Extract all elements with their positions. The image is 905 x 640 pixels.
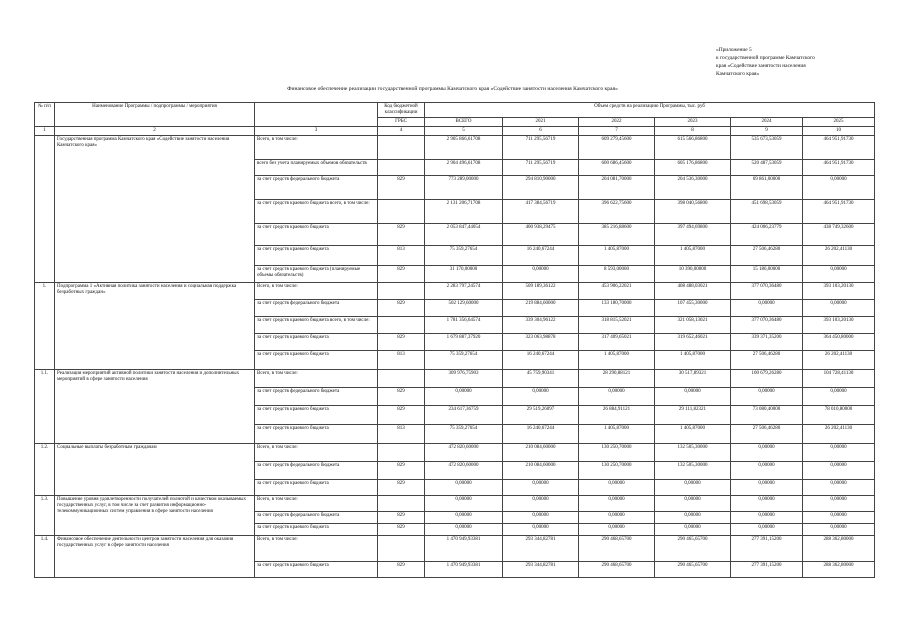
row-amount-total: 502 129,60000 bbox=[425, 300, 503, 317]
row-funding-source: за счет средств краевого бюджета bbox=[255, 425, 378, 444]
column-number: 1 bbox=[35, 127, 55, 136]
row-amount-2021: 210 084,60000 bbox=[503, 444, 579, 462]
row-funding-source: Всего, в том числе: bbox=[255, 496, 378, 512]
row-amount-2025: 0,00000 bbox=[803, 176, 875, 200]
row-funding-source: Всего, в том числе: bbox=[255, 444, 378, 462]
row-amount-2022: 600 686,45600 bbox=[579, 160, 655, 176]
row-grbs-code: 829 bbox=[378, 562, 425, 578]
row-amount-2024: 0,00000 bbox=[731, 444, 803, 462]
row-funding-source: за счет средств федерального бюджета bbox=[255, 512, 378, 524]
row-amount-2023: 408 488,03021 bbox=[655, 283, 731, 300]
appendix-line: к государственной программе Камчатского bbox=[716, 55, 815, 61]
row-grbs-code: 829 bbox=[378, 480, 425, 496]
row-amount-2021: 210 084,60000 bbox=[503, 462, 579, 480]
row-number: 1.2. bbox=[35, 444, 55, 496]
row-amount-2021: 293 344,82781 bbox=[503, 536, 579, 562]
row-amount-total: 472 820,60000 bbox=[425, 462, 503, 480]
row-grbs-code: 829 bbox=[378, 224, 425, 246]
row-amount-2024: 73 080,40000 bbox=[731, 406, 803, 425]
row-amount-2022: 0,00000 bbox=[579, 524, 655, 536]
row-name: Государственная программа Камчатского края «Содействие занятости населения Камчатского края» bbox=[55, 136, 255, 283]
row-funding-source: за счет средств федерального бюджета bbox=[255, 300, 378, 317]
row-grbs-code: 829 bbox=[378, 406, 425, 425]
row-funding-source: за счет средств краевого бюджета bbox=[255, 480, 378, 496]
row-amount-2023: 0,00000 bbox=[655, 512, 731, 524]
header-volume-group: Объем средств на реализацию Программы, тыс. руб bbox=[425, 103, 875, 118]
row-amount-2021: 0,00000 bbox=[503, 512, 579, 524]
row-funding-source: Всего, в том числе: bbox=[255, 536, 378, 562]
row-amount-2022: 1 405,87000 bbox=[579, 351, 655, 370]
row-number: 1. bbox=[35, 283, 55, 370]
header-code-group: Код бюджетной классификации bbox=[378, 103, 425, 118]
row-amount-2025: 78 010,80000 bbox=[803, 406, 875, 425]
row-funding-source: за счет средств краевого бюджета всего, в том числе: bbox=[255, 200, 378, 224]
row-grbs-code bbox=[378, 444, 425, 462]
row-amount-2025: 364 450,80000 bbox=[803, 334, 875, 351]
row-amount-2023: 30 517,89321 bbox=[655, 370, 731, 388]
row-amount-2021: 417 384,56719 bbox=[503, 200, 579, 224]
row-amount-total: 1 470 949,93381 bbox=[425, 562, 503, 578]
row-amount-2025: 464 951,91730 bbox=[803, 200, 875, 224]
row-name: Подпрограмма 1 «Активная политика занятости населения и социальная поддержка безработных граждан» bbox=[55, 283, 255, 370]
row-amount-2025: 0,00000 bbox=[803, 496, 875, 512]
row-grbs-code: 813 bbox=[378, 246, 425, 266]
header-2024: 2024 bbox=[731, 118, 803, 127]
row-number: 1.1. bbox=[35, 370, 55, 444]
header-source bbox=[255, 103, 378, 127]
row-funding-source: Всего, в том числе: bbox=[255, 283, 378, 300]
row-number bbox=[35, 136, 55, 283]
row-amount-2022: 290 468,65700 bbox=[579, 562, 655, 578]
row-amount-2024: 0,00000 bbox=[731, 480, 803, 496]
row-amount-2023: 398 040,56800 bbox=[655, 200, 731, 224]
row-grbs-code bbox=[378, 496, 425, 512]
row-funding-source: за счет средств краевого бюджета bbox=[255, 224, 378, 246]
row-amount-2023: 132 505,30000 bbox=[655, 462, 731, 480]
column-number: 9 bbox=[731, 127, 803, 136]
row-funding-source: за счет средств краевого бюджета всего, в том числе: bbox=[255, 317, 378, 334]
row-amount-2023: 0,00000 bbox=[655, 388, 731, 406]
row-amount-2024: 100 679,26280 bbox=[731, 370, 803, 388]
row-amount-2024: 15 186,00000 bbox=[731, 266, 803, 283]
row-amount-2025: 464 951,91730 bbox=[803, 160, 875, 176]
header-grbs: ГРБС bbox=[378, 118, 425, 127]
row-amount-total: 0,00000 bbox=[425, 512, 503, 524]
row-amount-2023: 29 111,82321 bbox=[655, 406, 731, 425]
row-amount-2024: 0,00000 bbox=[731, 462, 803, 480]
row-amount-2025: 464 951,91730 bbox=[803, 136, 875, 160]
row-grbs-code bbox=[378, 160, 425, 176]
row-amount-2023: 10 390,00000 bbox=[655, 266, 731, 283]
row-amount-2024: 27 506,46280 bbox=[731, 246, 803, 266]
row-grbs-code bbox=[378, 317, 425, 334]
row-amount-total: 773 289,00000 bbox=[425, 176, 503, 200]
row-amount-2023: 107 455,30000 bbox=[655, 300, 731, 317]
row-amount-2024: 0,00000 bbox=[731, 496, 803, 512]
row-amount-2025: 0,00000 bbox=[803, 512, 875, 524]
row-amount-2022: 396 622,75600 bbox=[579, 200, 655, 224]
row-amount-2024: 451 698,53059 bbox=[731, 200, 803, 224]
row-amount-2021: 29 519,26097 bbox=[503, 406, 579, 425]
appendix-line: края «Содействие занятости населения bbox=[716, 63, 806, 69]
row-amount-2021: 294 810,90000 bbox=[503, 176, 579, 200]
row-amount-2025: 288 362,80000 bbox=[803, 536, 875, 562]
row-amount-2022: 317 409,65021 bbox=[579, 334, 655, 351]
row-amount-2022: 133 180,70000 bbox=[579, 300, 655, 317]
row-amount-2021: 339 304,96122 bbox=[503, 317, 579, 334]
row-grbs-code bbox=[378, 200, 425, 224]
table-body bbox=[35, 136, 875, 578]
row-amount-2025: 26 202,41130 bbox=[803, 351, 875, 370]
document-title: Финансовое обеспечение реализации государственной программы Камчатского края «Содействие занятости населения Камчатского края» bbox=[287, 86, 618, 92]
row-amount-2021: 0,00000 bbox=[503, 496, 579, 512]
row-amount-2023: 1 405,87000 bbox=[655, 351, 731, 370]
row-amount-2024: 520 487,53059 bbox=[731, 160, 803, 176]
column-number: 10 bbox=[803, 127, 875, 136]
row-amount-2024: 339 371,35200 bbox=[731, 334, 803, 351]
row-amount-2023: 321 058,13021 bbox=[655, 317, 731, 334]
row-amount-2024: 377 070,36480 bbox=[731, 317, 803, 334]
row-amount-2022: 1 405,87000 bbox=[579, 425, 655, 444]
row-amount-2022: 1 405,87000 bbox=[579, 246, 655, 266]
column-number: 2 bbox=[55, 127, 255, 136]
row-amount-2023: 132 505,30000 bbox=[655, 444, 731, 462]
row-amount-2025: 26 202,41130 bbox=[803, 246, 875, 266]
row-amount-2025: 0,00000 bbox=[803, 266, 875, 283]
table-row bbox=[35, 283, 875, 300]
header-num: № п/п bbox=[35, 103, 55, 127]
column-number: 6 bbox=[503, 127, 579, 136]
row-amount-2022: 0,00000 bbox=[579, 496, 655, 512]
row-grbs-code: 829 bbox=[378, 512, 425, 524]
row-funding-source: за счет средств краевого бюджета bbox=[255, 562, 378, 578]
row-funding-source: за счет средств краевого бюджета bbox=[255, 351, 378, 370]
row-amount-2023: 397 494,69800 bbox=[655, 224, 731, 246]
row-funding-source: за счет средств федерального бюджета bbox=[255, 388, 378, 406]
row-amount-2021: 16 240,67244 bbox=[503, 246, 579, 266]
row-amount-2023: 0,00000 bbox=[655, 524, 731, 536]
row-grbs-code bbox=[378, 370, 425, 388]
row-amount-total: 31 170,00000 bbox=[425, 266, 503, 283]
row-number: 1.3. bbox=[35, 496, 55, 536]
row-amount-2021: 711 295,56719 bbox=[503, 160, 579, 176]
header-2025: 2025 bbox=[803, 118, 875, 127]
row-amount-2025: 393 103,20130 bbox=[803, 317, 875, 334]
row-amount-2023: 1 405,87000 bbox=[655, 246, 731, 266]
row-amount-2024: 69 861,00000 bbox=[731, 176, 803, 200]
row-amount-2022: 318 815,52021 bbox=[579, 317, 655, 334]
row-amount-2024: 0,00000 bbox=[731, 300, 803, 317]
row-amount-2025: 0,00000 bbox=[803, 524, 875, 536]
row-name: Повышение уровня удовлетворенности получателей полнотой и качеством оказываемых государственных услуг, в том числе за счет развития информационно-телекоммуникационных систем управления в сфере занятости населения bbox=[55, 496, 255, 536]
row-funding-source: за счет средств краевого бюджета bbox=[255, 334, 378, 351]
row-funding-source: за счет средств федерального бюджета bbox=[255, 462, 378, 480]
row-funding-source: за счет средств краевого бюджета bbox=[255, 246, 378, 266]
row-amount-total: 309 976,75903 bbox=[425, 370, 503, 388]
row-amount-2023: 0,00000 bbox=[655, 480, 731, 496]
row-amount-2021: 0,00000 bbox=[503, 266, 579, 283]
row-amount-2024: 0,00000 bbox=[731, 524, 803, 536]
header-2023: 2023 bbox=[655, 118, 731, 127]
row-funding-source: Всего, в том числе: bbox=[255, 136, 378, 160]
row-funding-source: за счет средств краевого бюджета bbox=[255, 524, 378, 536]
row-grbs-code: 829 bbox=[378, 266, 425, 283]
table-row bbox=[35, 536, 875, 562]
header-name: Наименование Программы / подпрограммы / мероприятия bbox=[55, 103, 255, 127]
table-row bbox=[35, 444, 875, 462]
row-amount-2025: 104 728,41130 bbox=[803, 370, 875, 388]
row-grbs-code: 829 bbox=[378, 524, 425, 536]
row-amount-2025: 438 749,32600 bbox=[803, 224, 875, 246]
row-amount-total: 0,00000 bbox=[425, 388, 503, 406]
row-amount-2024: 27 506,46280 bbox=[731, 351, 803, 370]
row-amount-2024: 0,00000 bbox=[731, 388, 803, 406]
row-name: Реализация мероприятий активной политики занятости населения и дополнительных мероприятий в сфере занятости населения bbox=[55, 370, 255, 444]
row-amount-2022: 385 216,88600 bbox=[579, 224, 655, 246]
row-amount-total: 1 679 887,37920 bbox=[425, 334, 503, 351]
row-amount-2021: 509 189,36122 bbox=[503, 283, 579, 300]
row-grbs-code: 829 bbox=[378, 334, 425, 351]
row-amount-total: 2 904 496,61708 bbox=[425, 160, 503, 176]
row-funding-source: всего без учета планируемых объемов обязательств bbox=[255, 160, 378, 176]
row-amount-total: 2 283 797,24574 bbox=[425, 283, 503, 300]
row-amount-2024: 277 391,15200 bbox=[731, 562, 803, 578]
row-amount-total: 2 131 206,71708 bbox=[425, 200, 503, 224]
row-amount-2025: 0,00000 bbox=[803, 388, 875, 406]
table-row bbox=[35, 496, 875, 512]
row-amount-2021: 400 938,29475 bbox=[503, 224, 579, 246]
row-amount-2022: 8 593,00000 bbox=[579, 266, 655, 283]
row-name: Социальные выплаты безработным гражданам bbox=[55, 444, 255, 496]
row-amount-2023: 319 652,46021 bbox=[655, 334, 731, 351]
row-amount-total: 2 905 866,61708 bbox=[425, 136, 503, 160]
row-amount-2022: 609 279,45600 bbox=[579, 136, 655, 160]
row-amount-2023: 290 465,65700 bbox=[655, 536, 731, 562]
row-grbs-code: 813 bbox=[378, 425, 425, 444]
row-amount-2021: 219 884,60000 bbox=[503, 300, 579, 317]
row-amount-total: 1 470 949,93381 bbox=[425, 536, 503, 562]
row-name: Финансовое обеспечение деятельности центров занятости населения для оказания государственных услуг в сфере занятости населения bbox=[55, 536, 255, 578]
row-amount-2024: 377 070,36480 bbox=[731, 283, 803, 300]
row-amount-2021: 45 759,90341 bbox=[503, 370, 579, 388]
column-number: 4 bbox=[378, 127, 425, 136]
row-amount-2022: 130 250,70000 bbox=[579, 462, 655, 480]
row-amount-2025: 0,00000 bbox=[803, 444, 875, 462]
appendix-line: «Приложение 5 bbox=[716, 47, 752, 53]
row-amount-2021: 711 295,56719 bbox=[503, 136, 579, 160]
row-amount-total: 2 053 847,44054 bbox=[425, 224, 503, 246]
row-amount-2024: 277 391,15200 bbox=[731, 536, 803, 562]
row-amount-2021: 0,00000 bbox=[503, 524, 579, 536]
header-2022: 2022 bbox=[579, 118, 655, 127]
row-amount-2023: 605 176,86800 bbox=[655, 160, 731, 176]
row-grbs-code bbox=[378, 283, 425, 300]
row-amount-2022: 0,00000 bbox=[579, 512, 655, 524]
column-number: 3 bbox=[255, 127, 378, 136]
row-grbs-code: 829 bbox=[378, 300, 425, 317]
row-amount-total: 0,00000 bbox=[425, 496, 503, 512]
row-amount-total: 75 359,27654 bbox=[425, 351, 503, 370]
row-amount-2025: 393 103,20130 bbox=[803, 283, 875, 300]
row-amount-2023: 290 465,65700 bbox=[655, 562, 731, 578]
row-amount-2024: 0,00000 bbox=[731, 512, 803, 524]
row-amount-2022: 28 290,88121 bbox=[579, 370, 655, 388]
row-funding-source: за счет средств федерального бюджета bbox=[255, 176, 378, 200]
table-row bbox=[35, 136, 875, 160]
row-funding-source: за счет средств краевого бюджета bbox=[255, 406, 378, 425]
row-amount-total: 1 781 356,64574 bbox=[425, 317, 503, 334]
row-grbs-code: 813 bbox=[378, 351, 425, 370]
appendix-reference bbox=[716, 46, 901, 78]
row-funding-source: за счет средств краевого бюджета (планируемые объемы обязательств) bbox=[255, 266, 378, 283]
row-grbs-code: 829 bbox=[378, 462, 425, 480]
row-grbs-code: 829 bbox=[378, 176, 425, 200]
financing-table bbox=[34, 102, 875, 578]
row-grbs-code: 829 bbox=[378, 388, 425, 406]
column-number: 5 bbox=[425, 127, 503, 136]
header-2021: 2021 bbox=[503, 118, 579, 127]
appendix-line: Камчатского края» bbox=[716, 71, 760, 77]
row-amount-2024: 535 673,53059 bbox=[731, 136, 803, 160]
row-amount-2025: 288 362,80000 bbox=[803, 562, 875, 578]
row-amount-2021: 293 344,82781 bbox=[503, 562, 579, 578]
row-amount-2022: 130 250,70000 bbox=[579, 444, 655, 462]
row-amount-2021: 16 240,67244 bbox=[503, 425, 579, 444]
row-amount-2023: 615 566,86800 bbox=[655, 136, 731, 160]
row-amount-total: 234 617,36759 bbox=[425, 406, 503, 425]
row-grbs-code bbox=[378, 536, 425, 562]
row-funding-source: Всего, в том числе: bbox=[255, 370, 378, 388]
row-amount-total: 0,00000 bbox=[425, 480, 503, 496]
row-amount-2022: 0,00000 bbox=[579, 480, 655, 496]
row-amount-total: 0,00000 bbox=[425, 524, 503, 536]
row-amount-2021: 323 063,98878 bbox=[503, 334, 579, 351]
row-amount-2025: 0,00000 bbox=[803, 300, 875, 317]
row-amount-2025: 26 202,41130 bbox=[803, 425, 875, 444]
row-amount-2022: 204 081,70000 bbox=[579, 176, 655, 200]
row-amount-2022: 0,00000 bbox=[579, 388, 655, 406]
row-grbs-code bbox=[378, 136, 425, 160]
row-amount-2021: 0,00000 bbox=[503, 480, 579, 496]
row-amount-2023: 1 405,87000 bbox=[655, 425, 731, 444]
column-number: 7 bbox=[579, 127, 655, 136]
row-amount-total: 75 359,27654 bbox=[425, 425, 503, 444]
header-total: ВСЕГО bbox=[425, 118, 503, 127]
row-amount-total: 472 820,60000 bbox=[425, 444, 503, 462]
row-amount-2025: 0,00000 bbox=[803, 480, 875, 496]
row-amount-2024: 424 006,23779 bbox=[731, 224, 803, 246]
row-amount-2025: 0,00000 bbox=[803, 462, 875, 480]
row-amount-total: 75 359,27654 bbox=[425, 246, 503, 266]
column-number: 8 bbox=[655, 127, 731, 136]
row-amount-2021: 16 240,67244 bbox=[503, 351, 579, 370]
table-row bbox=[35, 370, 875, 388]
row-amount-2024: 27 506,46280 bbox=[731, 425, 803, 444]
row-amount-2023: 0,00000 bbox=[655, 496, 731, 512]
row-amount-2022: 26 884,91121 bbox=[579, 406, 655, 425]
row-amount-2022: 290 468,65700 bbox=[579, 536, 655, 562]
row-amount-2023: 204 536,30000 bbox=[655, 176, 731, 200]
row-amount-2022: 453 906,22021 bbox=[579, 283, 655, 300]
row-number: 1.4. bbox=[35, 536, 55, 578]
row-amount-2021: 0,00000 bbox=[503, 388, 579, 406]
